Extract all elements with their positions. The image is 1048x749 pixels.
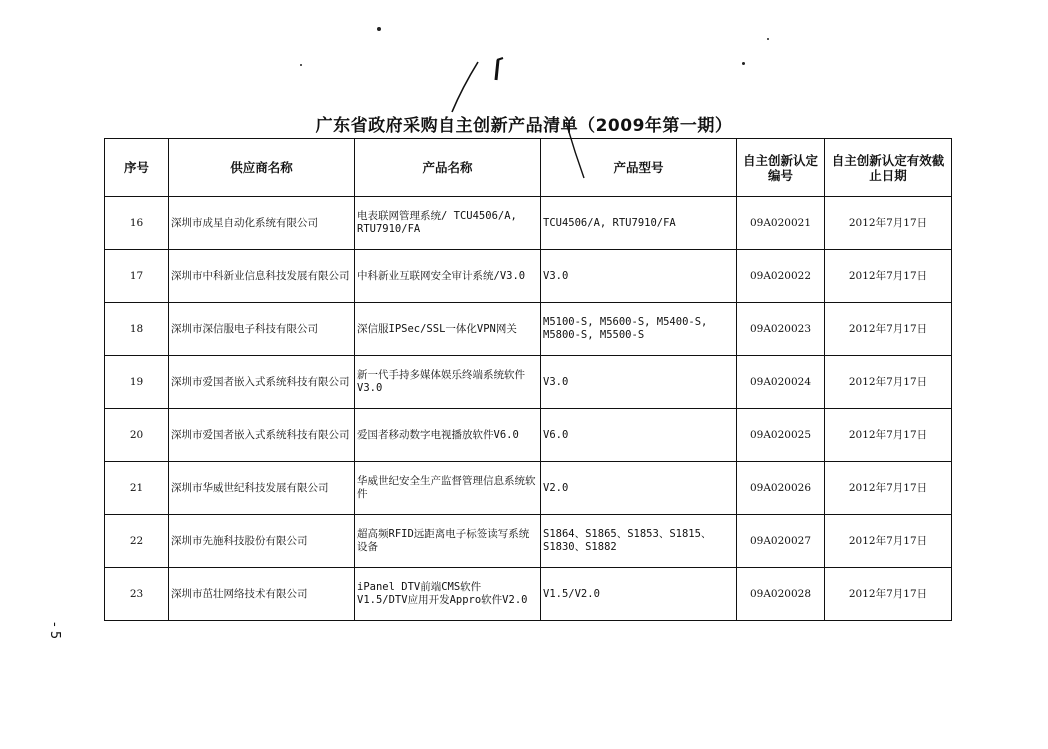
cell-date: 2012年7月17日	[825, 197, 952, 250]
cell-seq: 23	[105, 568, 169, 621]
header-code: 自主创新认定编号	[737, 139, 825, 197]
cell-product: iPanel DTV前端CMS软件 V1.5/DTV应用开发Appro软件V2.0	[355, 568, 541, 621]
table-row	[105, 462, 952, 515]
table-row	[105, 303, 952, 356]
cell-code: 09A020028	[737, 568, 825, 621]
table-row	[105, 409, 952, 462]
table-row	[105, 356, 952, 409]
cell-date: 2012年7月17日	[825, 462, 952, 515]
header-supplier: 供应商名称	[169, 139, 355, 197]
speck-mark	[377, 27, 381, 31]
cell-seq: 22	[105, 515, 169, 568]
cell-product: 电表联网管理系统/ TCU4506/A, RTU7910/FA	[355, 197, 541, 250]
cell-model: V6.0	[541, 409, 737, 462]
cell-model: V2.0	[541, 462, 737, 515]
document-title: 广东省政府采购自主创新产品清单（2009年第一期）	[315, 116, 733, 136]
cell-date: 2012年7月17日	[825, 515, 952, 568]
cell-model: V3.0	[541, 250, 737, 303]
product-list-table	[104, 138, 952, 621]
cell-model: V3.0	[541, 356, 737, 409]
cell-date: 2012年7月17日	[825, 568, 952, 621]
cell-supplier: 深圳市茁壮网络技术有限公司	[169, 568, 355, 621]
cell-code: 09A020021	[737, 197, 825, 250]
cell-model: V1.5/V2.0	[541, 568, 737, 621]
cell-supplier: 深圳市成星自动化系统有限公司	[169, 197, 355, 250]
cell-product: 深信服IPSec/SSL一体化VPN网关	[355, 303, 541, 356]
table-row	[105, 515, 952, 568]
header-product: 产品名称	[355, 139, 541, 197]
cell-seq: 17	[105, 250, 169, 303]
cell-code: 09A020026	[737, 462, 825, 515]
cell-product: 中科新业互联网安全审计系统/V3.0	[355, 250, 541, 303]
speck-mark	[767, 38, 769, 40]
speck-mark	[300, 64, 302, 66]
cell-date: 2012年7月17日	[825, 409, 952, 462]
cell-seq: 18	[105, 303, 169, 356]
cell-code: 09A020024	[737, 356, 825, 409]
cell-product: 爱国者移动数字电视播放软件V6.0	[355, 409, 541, 462]
table-row	[105, 197, 952, 250]
cell-supplier: 深圳市爱国者嵌入式系统科技有限公司	[169, 356, 355, 409]
cell-date: 2012年7月17日	[825, 250, 952, 303]
header-model: 产品型号	[541, 139, 737, 197]
page-number: - 5	[47, 622, 62, 640]
cell-seq: 16	[105, 197, 169, 250]
cell-model: S1864、S1865、S1853、S1815、S1830、S1882	[541, 515, 737, 568]
cell-code: 09A020027	[737, 515, 825, 568]
cell-product: 超高频RFID远距离电子标签读写系统设备	[355, 515, 541, 568]
speck-mark	[742, 62, 745, 65]
header-seq: 序号	[105, 139, 169, 197]
cell-seq: 19	[105, 356, 169, 409]
cell-seq: 20	[105, 409, 169, 462]
table-row	[105, 250, 952, 303]
cell-model: M5100-S, M5600-S, M5400-S, M5800-S, M5500-S	[541, 303, 737, 356]
cell-supplier: 深圳市华威世纪科技发展有限公司	[169, 462, 355, 515]
cell-code: 09A020025	[737, 409, 825, 462]
cell-supplier: 深圳市中科新业信息科技发展有限公司	[169, 250, 355, 303]
cell-model: TCU4506/A, RTU7910/FA	[541, 197, 737, 250]
cell-supplier: 深圳市先施科技股份有限公司	[169, 515, 355, 568]
cell-code: 09A020022	[737, 250, 825, 303]
cell-date: 2012年7月17日	[825, 303, 952, 356]
cell-supplier: 深圳市爱国者嵌入式系统科技有限公司	[169, 409, 355, 462]
cell-product: 新一代手持多媒体娱乐终端系统软件V3.0	[355, 356, 541, 409]
table-row	[105, 568, 952, 621]
table-header-row	[105, 139, 952, 197]
cell-product: 华威世纪安全生产监督管理信息系统软件	[355, 462, 541, 515]
cell-code: 09A020023	[737, 303, 825, 356]
header-date: 自主创新认定有效截止日期	[825, 139, 952, 197]
cell-supplier: 深圳市深信服电子科技有限公司	[169, 303, 355, 356]
cell-seq: 21	[105, 462, 169, 515]
cell-date: 2012年7月17日	[825, 356, 952, 409]
